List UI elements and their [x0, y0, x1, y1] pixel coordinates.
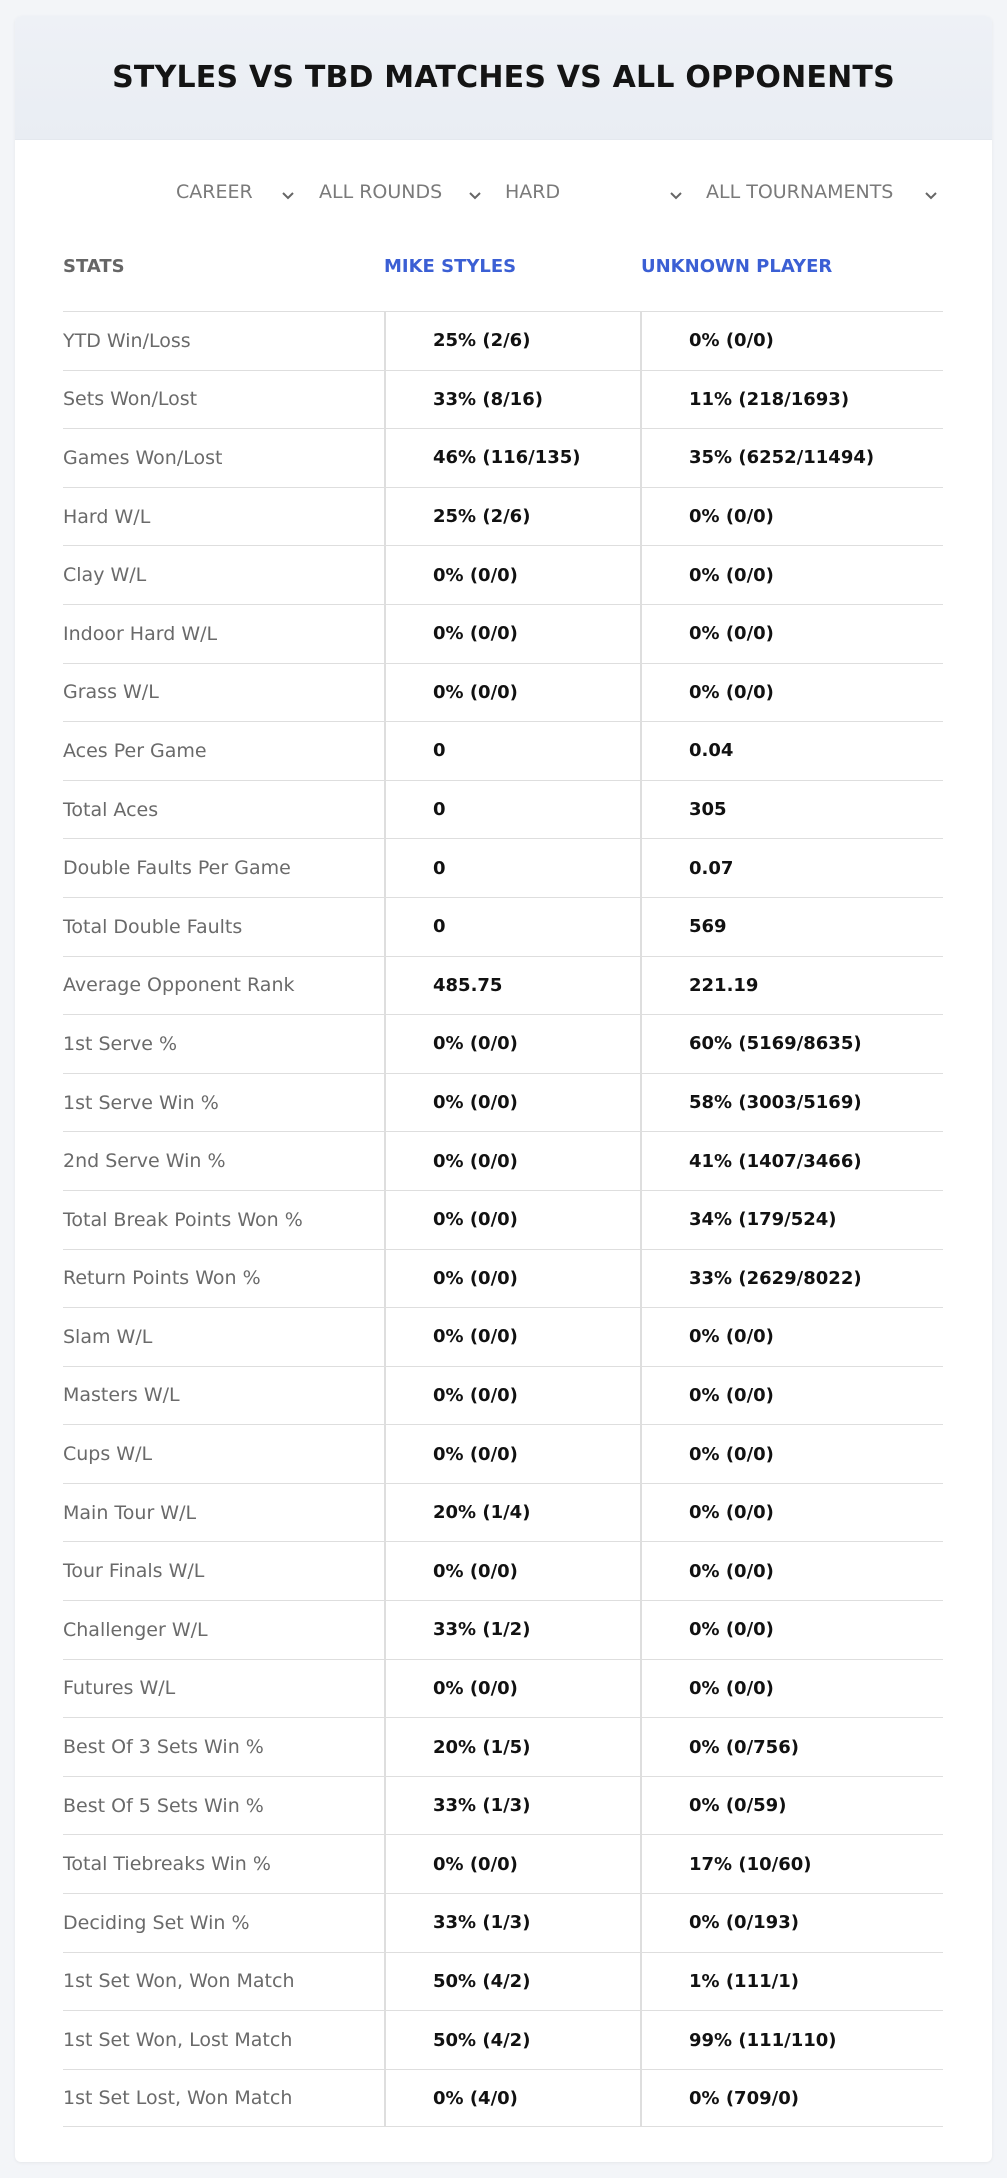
- column-divider: [384, 1777, 386, 1835]
- table-row: [63, 780, 943, 839]
- column-divider: [640, 839, 642, 897]
- stat-label: Tour Finals W/L: [63, 1560, 205, 1583]
- table-row: [63, 1424, 943, 1483]
- column-divider: [384, 957, 386, 1015]
- player2-value: 0% (0/756): [689, 1736, 799, 1758]
- player1-value: 0% (0/0): [433, 1443, 518, 1465]
- player2-value: 0% (709/0): [689, 2087, 799, 2109]
- column-divider: [640, 664, 642, 722]
- player1-value: 0% (0/0): [433, 623, 518, 645]
- player1-value: 33% (1/2): [433, 1619, 531, 1641]
- column-divider: [640, 1074, 642, 1132]
- player2-value: 0% (0/0): [689, 1560, 774, 1582]
- stat-label: Total Tiebreaks Win %: [63, 1853, 271, 1876]
- column-divider: [384, 2070, 386, 2127]
- column-divider: [640, 1367, 642, 1425]
- stat-label: 1st Serve Win %: [63, 1091, 219, 1114]
- stat-label: 2nd Serve Win %: [63, 1150, 226, 1173]
- stat-label: Deciding Set Win %: [63, 1911, 250, 1934]
- player1-link[interactable]: MIKE STYLES: [384, 256, 517, 277]
- column-divider: [640, 1718, 642, 1776]
- column-divider: [640, 1015, 642, 1073]
- player2-value: 60% (5169/8635): [689, 1033, 862, 1055]
- stat-label: Games Won/Lost: [63, 446, 223, 469]
- column-divider: [640, 605, 642, 663]
- stat-label: Futures W/L: [63, 1677, 176, 1700]
- player2-value: 58% (3003/5169): [689, 1092, 862, 1114]
- player2-value: 0% (0/193): [689, 1912, 799, 1934]
- table-row: [63, 1776, 943, 1835]
- player2-value: 1% (111/1): [689, 1970, 799, 1992]
- column-divider: [640, 1953, 642, 2011]
- player2-value: 41% (1407/3466): [689, 1150, 862, 1172]
- player2-value: 0% (0/59): [689, 1795, 787, 1817]
- table-row: [63, 663, 943, 722]
- column-divider: [640, 429, 642, 487]
- player2-value: 0% (0/0): [689, 330, 774, 352]
- stat-label: Total Aces: [63, 798, 159, 821]
- player1-value: 0% (0/0): [433, 1560, 518, 1582]
- column-divider: [640, 488, 642, 546]
- period-select[interactable]: [176, 172, 253, 212]
- player2-link[interactable]: UNKNOWN PLAYER: [641, 256, 833, 277]
- player1-value: 0% (0/0): [433, 681, 518, 703]
- stat-label: Best Of 3 Sets Win %: [63, 1736, 264, 1759]
- stat-label: Hard W/L: [63, 505, 151, 528]
- player2-value: 17% (10/60): [689, 1853, 812, 1875]
- column-divider: [384, 1835, 386, 1893]
- column-divider: [384, 1953, 386, 2011]
- table-row: [63, 2010, 943, 2069]
- column-divider: [384, 1601, 386, 1659]
- table-row: [63, 311, 943, 370]
- column-divider: [640, 1308, 642, 1366]
- column-divider: [384, 898, 386, 956]
- column-divider: [640, 2011, 642, 2069]
- stat-label: Challenger W/L: [63, 1618, 208, 1641]
- player1-value: 0% (0/0): [433, 1677, 518, 1699]
- surface-select[interactable]: [505, 172, 560, 212]
- player2-value: 0% (0/0): [689, 1502, 774, 1524]
- stat-label: Indoor Hard W/L: [63, 622, 218, 645]
- column-divider: [640, 371, 642, 429]
- column-divider: [640, 1777, 642, 1835]
- player1-value: 0% (0/0): [433, 1092, 518, 1114]
- column-divider: [384, 1367, 386, 1425]
- player1-value: 25% (2/6): [433, 506, 531, 528]
- column-divider: [640, 1542, 642, 1600]
- table-row: [63, 545, 943, 604]
- player2-value: 99% (111/110): [689, 2029, 837, 2051]
- column-divider: [384, 1015, 386, 1073]
- player2-value: 0% (0/0): [689, 1677, 774, 1699]
- player2-value: 0% (0/0): [689, 1384, 774, 1406]
- player1-value: 0% (0/0): [433, 1326, 518, 1348]
- player1-value: 0% (0/0): [433, 1384, 518, 1406]
- column-divider: [384, 1308, 386, 1366]
- player1-value: 50% (4/2): [433, 1970, 531, 1992]
- stat-label: Aces Per Game: [63, 739, 207, 762]
- table-row: [63, 370, 943, 429]
- column-divider: [640, 1132, 642, 1190]
- table-row: [63, 604, 943, 663]
- column-divider: [384, 312, 386, 370]
- tournaments-select[interactable]: [706, 172, 893, 212]
- column-divider: [640, 1484, 642, 1542]
- column-divider: [640, 1191, 642, 1249]
- table-row: [63, 1366, 943, 1425]
- stat-label: Clay W/L: [63, 564, 147, 587]
- rounds-select[interactable]: [319, 172, 442, 212]
- stats-table: [63, 311, 943, 2127]
- stat-label: YTD Win/Loss: [63, 329, 191, 352]
- card-header: [15, 16, 992, 140]
- player2-value: 34% (179/524): [689, 1209, 837, 1231]
- table-row: [63, 1073, 943, 1132]
- player2-value: 0% (0/0): [689, 1619, 774, 1641]
- table-row: [63, 1952, 943, 2011]
- stat-label: Return Points Won %: [63, 1267, 261, 1290]
- chevron-down-icon[interactable]: [282, 192, 294, 200]
- chevron-down-icon[interactable]: [670, 192, 682, 200]
- column-divider: [384, 371, 386, 429]
- stat-label: Masters W/L: [63, 1384, 180, 1407]
- player1-value: 0: [433, 740, 446, 762]
- column-divider: [640, 1425, 642, 1483]
- player1-value: 0: [433, 857, 446, 879]
- player1-value: 33% (1/3): [433, 1795, 531, 1817]
- table-row: [63, 2069, 943, 2128]
- column-divider: [640, 2070, 642, 2127]
- tournaments-select-value: ALL TOURNAMENTS: [706, 181, 894, 203]
- stat-label: Best Of 5 Sets Win %: [63, 1794, 264, 1817]
- player2-value: 0% (0/0): [689, 564, 774, 586]
- column-divider: [640, 781, 642, 839]
- player1-value: 0% (0/0): [433, 1209, 518, 1231]
- player2-value: 305: [689, 799, 727, 821]
- table-row: [63, 428, 943, 487]
- player1-value: 0% (0/0): [433, 1267, 518, 1289]
- table-row: [63, 1307, 943, 1366]
- player1-value: 20% (1/4): [433, 1502, 531, 1524]
- player1-value: 0% (4/0): [433, 2087, 518, 2109]
- table-row: [63, 1483, 943, 1542]
- page-title: STYLES VS TBD MATCHES VS ALL OPPONENTS: [112, 60, 895, 95]
- player1-value: 0% (0/0): [433, 564, 518, 586]
- column-divider: [384, 722, 386, 780]
- table-row: [63, 1717, 943, 1776]
- stat-label: 1st Set Won, Won Match: [63, 1970, 295, 1993]
- player1-value: 20% (1/5): [433, 1736, 531, 1758]
- player1-value: 0: [433, 799, 446, 821]
- column-divider: [384, 488, 386, 546]
- stats-column-header: STATS: [63, 256, 125, 277]
- column-divider: [384, 605, 386, 663]
- player1-value: 33% (1/3): [433, 1912, 531, 1934]
- rounds-select-value: ALL ROUNDS: [319, 181, 443, 203]
- table-row: [63, 1131, 943, 1190]
- player1-value: 33% (8/16): [433, 388, 543, 410]
- column-divider: [384, 664, 386, 722]
- stat-label: Cups W/L: [63, 1443, 153, 1466]
- player1-value: 0% (0/0): [433, 1150, 518, 1172]
- column-divider: [640, 546, 642, 604]
- table-row: [63, 721, 943, 780]
- stat-label: 1st Serve %: [63, 1032, 178, 1055]
- chevron-down-icon[interactable]: [469, 192, 481, 200]
- column-divider: [640, 1250, 642, 1308]
- stat-label: 1st Set Lost, Won Match: [63, 2087, 293, 2110]
- stat-label: Grass W/L: [63, 681, 159, 704]
- column-divider: [640, 898, 642, 956]
- stat-label: Sets Won/Lost: [63, 388, 198, 411]
- table-row: [63, 1249, 943, 1308]
- player1-value: 485.75: [433, 974, 503, 996]
- player1-value: 25% (2/6): [433, 330, 531, 352]
- column-divider: [384, 1484, 386, 1542]
- player2-value: 221.19: [689, 974, 759, 996]
- column-divider: [384, 1425, 386, 1483]
- player2-value: 569: [689, 916, 727, 938]
- column-divider: [384, 1718, 386, 1776]
- column-divider: [640, 1835, 642, 1893]
- column-divider: [384, 1074, 386, 1132]
- stat-label: Main Tour W/L: [63, 1501, 197, 1524]
- player2-value: 0% (0/0): [689, 1443, 774, 1465]
- player1-value: 0% (0/0): [433, 1033, 518, 1055]
- table-row: [63, 897, 943, 956]
- stat-label: Slam W/L: [63, 1325, 153, 1348]
- stat-label: Average Opponent Rank: [63, 974, 295, 997]
- surface-select-value: HARD: [505, 181, 561, 203]
- column-divider: [384, 1250, 386, 1308]
- table-row: [63, 956, 943, 1015]
- table-row: [63, 487, 943, 546]
- column-divider: [384, 839, 386, 897]
- column-divider: [640, 722, 642, 780]
- column-divider: [384, 1132, 386, 1190]
- player1-value: 0: [433, 916, 446, 938]
- player1-value: 50% (4/2): [433, 2029, 531, 2051]
- player2-value: 33% (2629/8022): [689, 1267, 862, 1289]
- table-row: [63, 1190, 943, 1249]
- player1-value: 0% (0/0): [433, 1853, 518, 1875]
- column-divider: [384, 1894, 386, 1952]
- stat-label: Double Faults Per Game: [63, 857, 291, 880]
- column-divider: [640, 1894, 642, 1952]
- player2-value: 0.07: [689, 857, 734, 879]
- table-row: [63, 1541, 943, 1600]
- table-row: [63, 1659, 943, 1718]
- player2-value: 35% (6252/11494): [689, 447, 875, 469]
- table-row: [63, 1014, 943, 1073]
- chevron-down-icon[interactable]: [925, 192, 937, 200]
- table-row: [63, 838, 943, 897]
- column-divider: [640, 1660, 642, 1718]
- stat-label: 1st Set Won, Lost Match: [63, 2029, 293, 2052]
- period-select-value: CAREER: [176, 181, 253, 203]
- column-divider: [384, 1660, 386, 1718]
- column-divider: [384, 429, 386, 487]
- column-divider: [640, 1601, 642, 1659]
- column-divider: [384, 1542, 386, 1600]
- column-divider: [640, 312, 642, 370]
- table-row: [63, 1893, 943, 1952]
- player1-value: 46% (116/135): [433, 447, 581, 469]
- column-divider: [384, 781, 386, 839]
- player2-value: 0.04: [689, 740, 734, 762]
- column-divider: [384, 546, 386, 604]
- table-row: [63, 1834, 943, 1893]
- stat-label: Total Double Faults: [63, 915, 243, 938]
- stat-label: Total Break Points Won %: [63, 1208, 303, 1231]
- player2-value: 0% (0/0): [689, 1326, 774, 1348]
- column-divider: [384, 1191, 386, 1249]
- column-divider: [384, 2011, 386, 2069]
- player2-value: 11% (218/1693): [689, 388, 850, 410]
- player2-value: 0% (0/0): [689, 623, 774, 645]
- player2-value: 0% (0/0): [689, 681, 774, 703]
- player2-value: 0% (0/0): [689, 506, 774, 528]
- table-row: [63, 1600, 943, 1659]
- column-divider: [640, 957, 642, 1015]
